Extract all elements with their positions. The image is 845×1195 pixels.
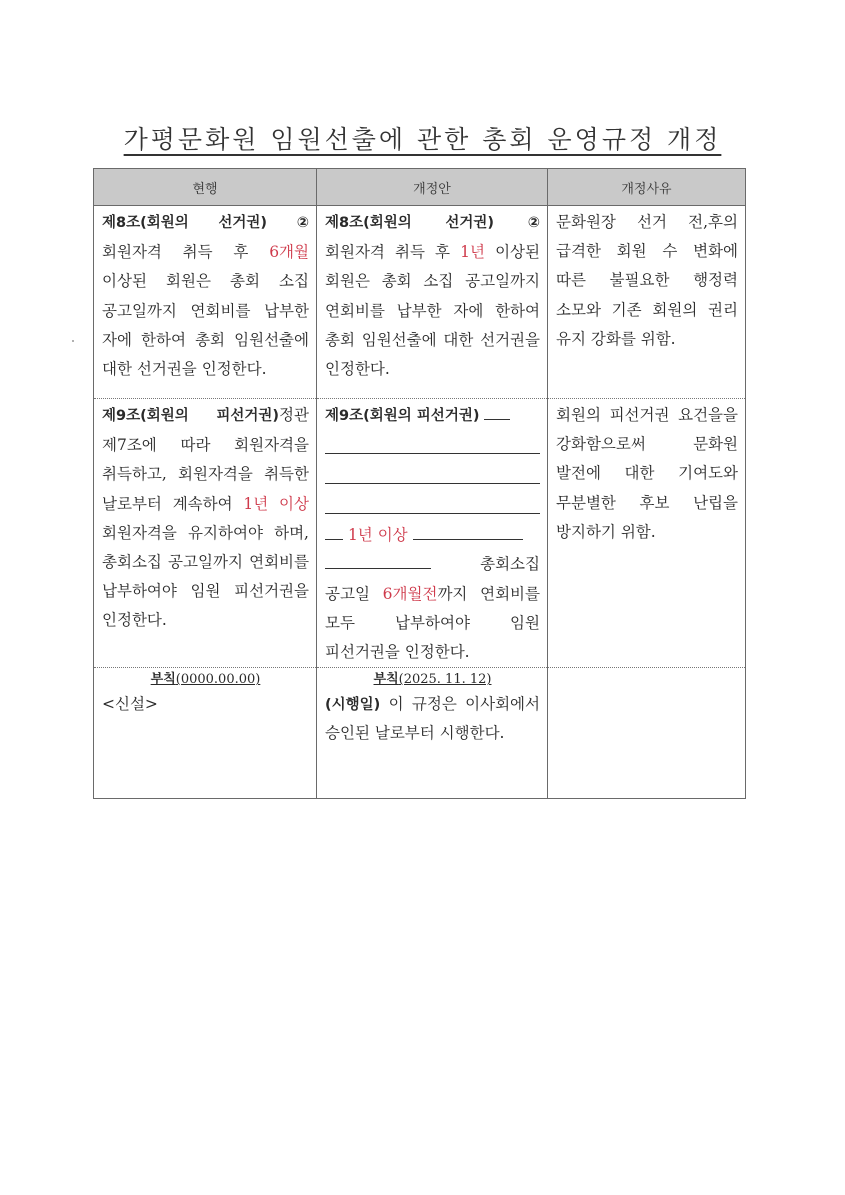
cell-current-addendum — [94, 668, 317, 799]
article-text: 정관 제7조에 따라 회원자격을 취득하고, 회원자격을 취득한 날로부터 계속하여 — [102, 406, 309, 513]
table-row-article-9 — [94, 399, 746, 668]
deleted-text-blank — [325, 525, 343, 540]
addendum-date: (2025. 11. 12) — [398, 672, 492, 688]
deleted-text-blank — [325, 554, 431, 569]
cell-proposed-addendum — [317, 668, 548, 799]
addendum-text: <신설> — [102, 695, 158, 714]
deleted-text-line — [325, 431, 540, 454]
table-row-article-8 — [94, 206, 746, 399]
addendum-heading — [325, 670, 540, 690]
revision-comparison-table — [93, 168, 746, 799]
column-header-proposed: 개정안 — [317, 169, 548, 206]
table-row-addendum — [94, 668, 746, 799]
highlight-text: 1년 — [460, 243, 485, 262]
highlight-text: 6개월전 — [382, 584, 438, 603]
cell-reason-article-8: 문화원장 선거 전,후의 급격한 회원 수 변화에 따른 불필요한 행정력 소모와 기존 회원의 권리 유지 강화를 위함. — [548, 206, 746, 399]
article-heading: 제9조(회원의 피선거권) — [325, 408, 480, 424]
article-heading: 제9조(회원의 피선거권) — [102, 408, 280, 424]
highlight-text: 1년 이상 — [243, 494, 309, 513]
deleted-text-blank — [484, 405, 510, 420]
deleted-text-line — [325, 461, 540, 484]
article-text: 회원자격을 유지하여야 하며, 총회소집 공고일까지 연회비를 납부하여야 임원 피선거권을 인정한다. — [102, 523, 309, 630]
cell-proposed-article-8 — [317, 206, 548, 399]
article-text: 이상된 회원은 총회 소집 공고일까지 연회비를 납부한 자에 한하여 총회 임원선출에 대한 선거권을 인정한다. — [102, 272, 309, 379]
article-text: 회원자격 취득 후 — [102, 243, 270, 262]
effective-date-label: (시행일) — [325, 697, 381, 714]
cell-current-article-8 — [94, 206, 317, 399]
cell-reason-article-9: 회원의 피선거권 요건을을 강화함으로써 문화원 발전에 대한 기여도와 무분별한 후보 난립을 방지하기 위함. — [548, 399, 746, 668]
article-text: 회원자격 취득 후 — [325, 243, 461, 262]
scan-speck — [72, 340, 74, 342]
article-text: 총회소집 공고일 — [325, 555, 540, 603]
article-heading: 제8조(회원의 선거권) ② — [102, 215, 309, 231]
addendum-label: 부칙 — [150, 672, 176, 688]
article-text: 까지 연회비를 모두 납부하여야 임원 피선거권을 인정한다. — [325, 584, 540, 662]
highlight-text: 1년 이상 — [347, 526, 408, 545]
cell-reason-addendum — [548, 668, 746, 799]
addendum-heading — [102, 670, 309, 690]
document-title: 가평문화원 임원선출에 관한 총회 운영규정 개정 — [123, 125, 722, 154]
cell-current-article-9 — [94, 399, 317, 668]
article-text: 이상된 회원은 총회 소집 공고일까지 연회비를 납부한 자에 한하여 총회 임원선출에 대한 선거권을 인정한다. — [325, 243, 540, 379]
column-header-current: 현행 — [94, 169, 317, 206]
highlight-text: 6개월 — [269, 243, 309, 262]
deleted-text-line — [325, 491, 540, 514]
table-header-row — [94, 169, 746, 206]
addendum-text: 이 규정은 이사회에서 승인된 날로부터 시행한다. — [325, 695, 540, 743]
article-heading: 제8조(회원의 선거권) ② — [325, 215, 540, 231]
column-header-reason: 개정사유 — [548, 169, 746, 206]
cell-proposed-article-9 — [317, 399, 548, 668]
addendum-label: 부칙 — [373, 672, 399, 688]
addendum-date: (0000.00.00) — [175, 672, 261, 688]
deleted-text-blank — [413, 525, 523, 540]
